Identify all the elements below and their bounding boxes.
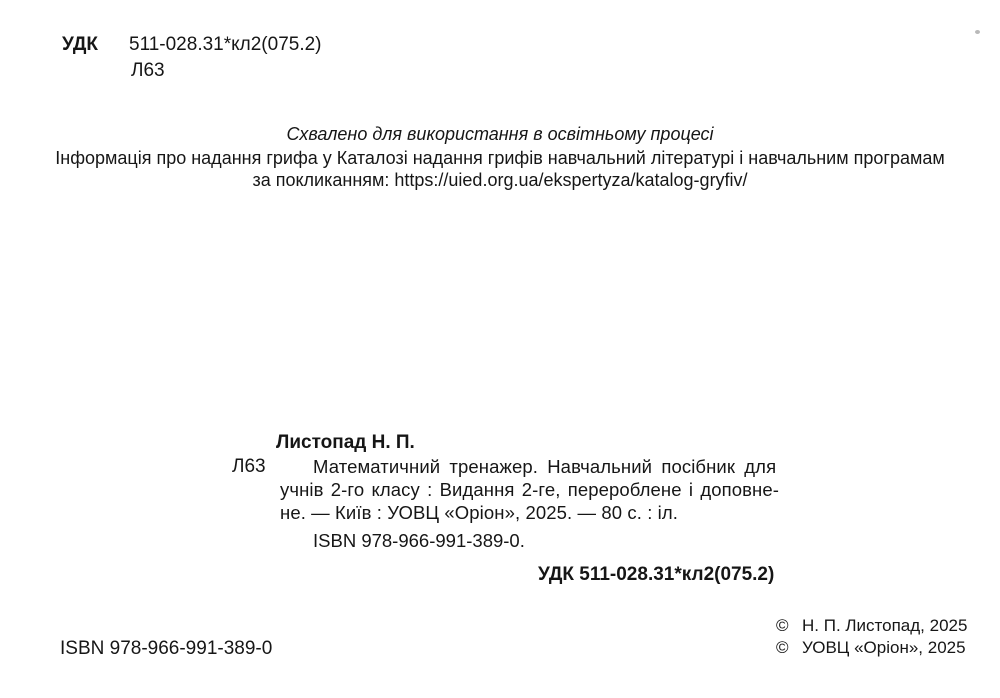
card-isbn: ISBN 978-966-991-389-0. — [313, 530, 525, 551]
card-description-line: не. — Київ : УОВЦ «Оріон», 2025. — 80 с. : іл. — [280, 502, 679, 523]
card-description-line: учнів 2-го класу : Видання 2-ге, перероблене і доповне- — [280, 479, 780, 500]
copyright-publisher — [776, 638, 966, 658]
author-mark-top: Л63 — [131, 60, 165, 81]
udk-code: 511-028.31*кл2(075.2) — [129, 34, 322, 55]
footer-isbn: ISBN 978-966-991-389-0 — [60, 638, 273, 659]
approval-statement: Схвалено для використання в освітньому процесі — [286, 124, 714, 144]
copyright-text: УОВЦ «Оріон», 2025 — [802, 638, 966, 657]
copyright-text: Н. П. Листопад, 2025 — [802, 616, 968, 635]
card-author-mark: Л63 — [232, 456, 266, 477]
approval-info: Інформація про надання грифа у Каталозі надання грифів навчальний літературі і навчальним програмам — [55, 148, 945, 168]
scan-speck — [975, 30, 980, 34]
copyright-author — [776, 616, 967, 636]
approval-link: за покликанням: https://uied.org.ua/ekspertyza/katalog-gryfiv/ — [252, 170, 748, 190]
card-udk: УДК 511-028.31*кл2(075.2) — [538, 564, 775, 585]
card-description-line: Математичний тренажер. Навчальний посібник для — [313, 456, 777, 477]
copyright-symbol: © — [776, 616, 789, 635]
udk-label: УДК — [62, 34, 98, 55]
copyright-symbol: © — [776, 638, 789, 657]
card-author: Листопад Н. П. — [276, 432, 415, 453]
